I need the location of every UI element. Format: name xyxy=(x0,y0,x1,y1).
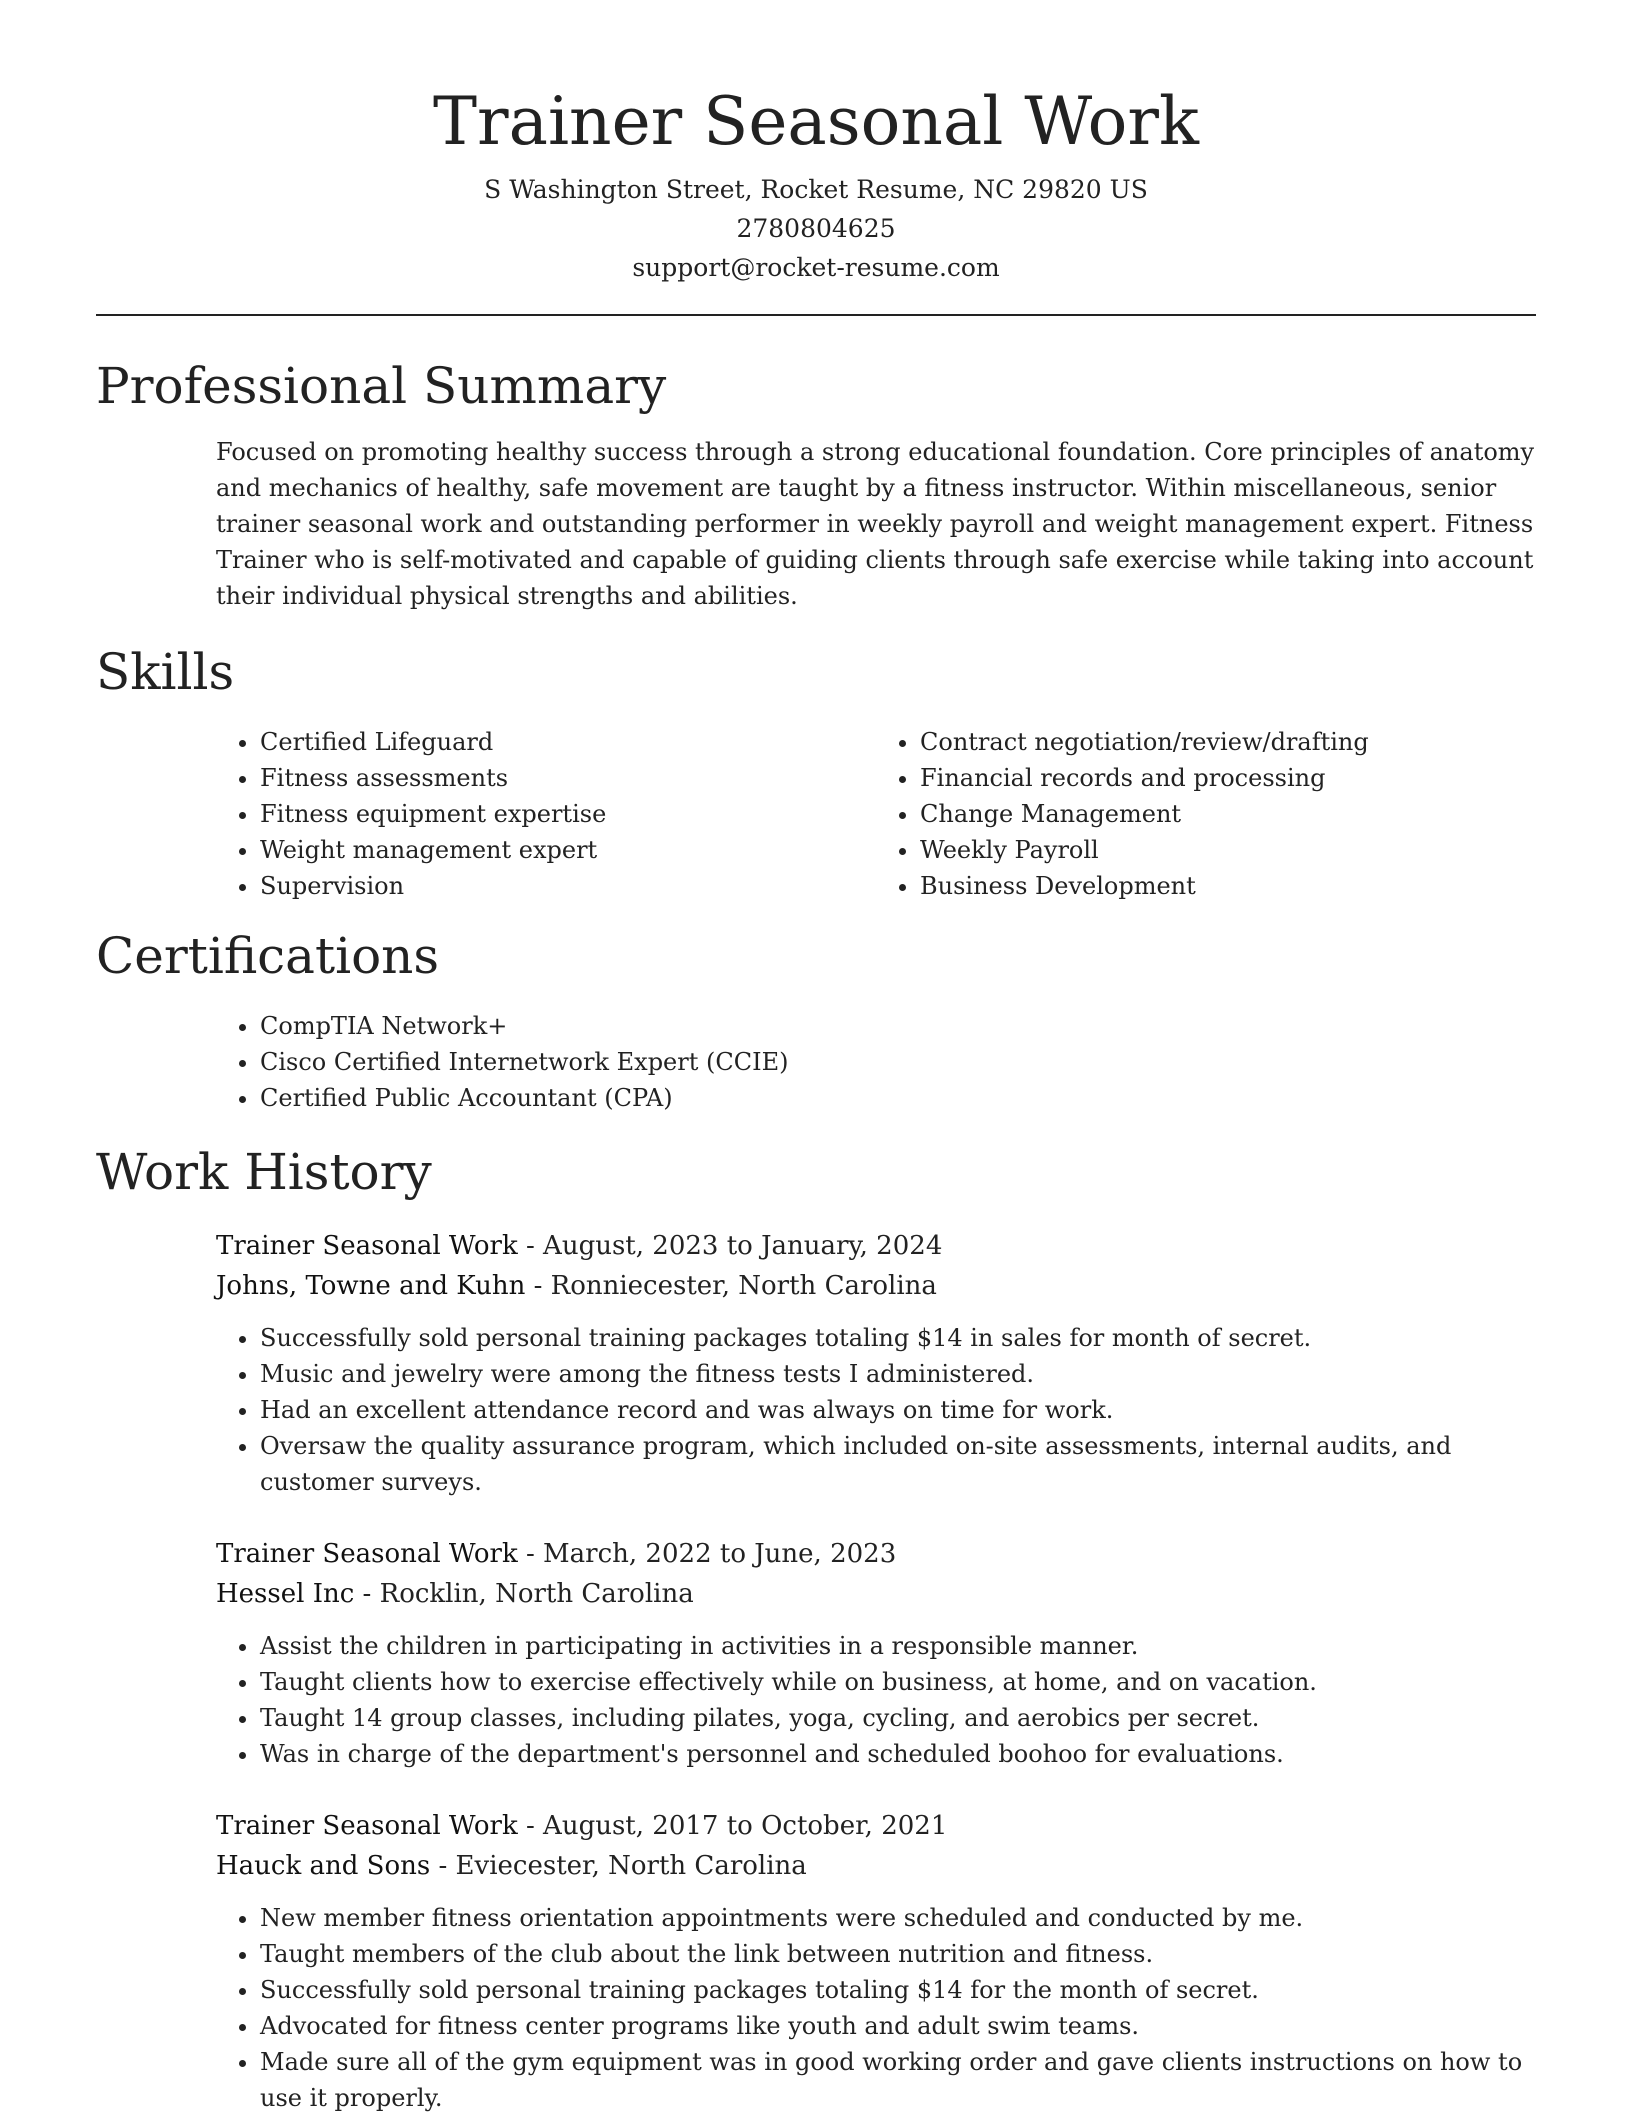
job-entry xyxy=(216,1534,1536,1772)
section-title-summary: Professional Summary xyxy=(96,356,667,415)
skills-list-left xyxy=(216,724,876,904)
job-company: Johns, Towne and Kuhn xyxy=(216,1270,526,1301)
skills-list-right xyxy=(876,724,1536,904)
job-bullets xyxy=(216,1628,1536,1772)
job-company-line xyxy=(216,1574,1536,1614)
job-bullet: • Taught clients how to exercise effectively while on business, at home, and on vacation. xyxy=(260,1664,1536,1700)
skills-columns xyxy=(216,724,1536,904)
job-entry xyxy=(216,1226,1536,1500)
certification-item: • Certified Public Accountant (CPA) xyxy=(260,1080,1536,1116)
certification-item: • CompTIA Network+ xyxy=(260,1008,1536,1044)
job-bullets xyxy=(216,1900,1536,2112)
skill-item: • Supervision xyxy=(260,868,876,904)
job-location: - Ronniecester, North Carolina xyxy=(525,1270,937,1301)
resume-header xyxy=(96,84,1536,287)
job-dates: - March, 2022 to June, 2023 xyxy=(517,1538,897,1569)
job-bullet: • New member fitness orientation appointments were scheduled and conducted by me. xyxy=(260,1900,1536,1936)
job-role: Trainer Seasonal Work xyxy=(216,1538,518,1569)
section-title-certifications: Certifications xyxy=(96,926,440,985)
job-role: Trainer Seasonal Work xyxy=(216,1810,518,1841)
skill-item: • Fitness assessments xyxy=(260,760,876,796)
job-bullet: • Assist the children in participating in activities in a responsible manner. xyxy=(260,1628,1536,1664)
certifications-list xyxy=(216,1008,1536,1116)
job-dates: - August, 2017 to October, 2021 xyxy=(517,1810,948,1841)
job-company: Hessel Inc xyxy=(216,1578,355,1609)
header-divider xyxy=(96,314,1536,316)
job-company: Hauck and Sons xyxy=(216,1850,431,1881)
job-dates: - August, 2023 to January, 2024 xyxy=(517,1230,943,1261)
skill-item: • Weekly Payroll xyxy=(920,832,1536,868)
job-bullet: • Successfully sold personal training packages totaling $14 in sales for month of secret. xyxy=(260,1320,1536,1356)
job-location: - Eviecester, North Carolina xyxy=(430,1850,807,1881)
certification-item: • Cisco Certified Internetwork Expert (CCIE) xyxy=(260,1044,1536,1080)
skill-item: • Weight management expert xyxy=(260,832,876,868)
section-title-skills: Skills xyxy=(96,642,235,701)
skill-item: • Change Management xyxy=(920,796,1536,832)
candidate-name: Trainer Seasonal Work xyxy=(433,83,1199,160)
contact-email: support@rocket-resume.com xyxy=(632,252,1000,282)
job-bullet: • Oversaw the quality assurance program, which included on-site assessments, internal audits, and customer surveys. xyxy=(260,1428,1536,1500)
skill-item: • Business Development xyxy=(920,868,1536,904)
job-company-line xyxy=(216,1266,1536,1306)
job-bullet: • Made sure all of the gym equipment was in good working order and gave clients instructions on how to use it properly. xyxy=(260,2044,1536,2112)
job-role: Trainer Seasonal Work xyxy=(216,1230,518,1261)
skill-item: • Certified Lifeguard xyxy=(260,724,876,760)
job-bullet: • Successfully sold personal training packages totaling $14 for the month of secret. xyxy=(260,1972,1536,2008)
job-location: - Rocklin, North Carolina xyxy=(354,1578,694,1609)
job-bullet: • Was in charge of the department's personnel and scheduled boohoo for evaluations. xyxy=(260,1736,1536,1772)
job-bullet: • Music and jewelry were among the fitness tests I administered. xyxy=(260,1356,1536,1392)
contact-block xyxy=(96,170,1536,287)
summary-text: Focused on promoting healthy success through a strong educational foundation. Core principles of anatomy and mechanics of healthy, safe movement are taught by a fitness instructor. Within miscellaneous, senior trainer seasonal work and outstanding performer in weekly payroll and weight management expert. Fitness Trainer who is self-motivated and capable of guiding clients through safe exercise while taking into account their individual physical strengths and abilities. xyxy=(216,437,1535,610)
job-bullet: • Taught 14 group classes, including pilates, yoga, cycling, and aerobics per secret. xyxy=(260,1700,1536,1736)
section-title-work-history: Work History xyxy=(96,1142,432,1201)
skill-item: • Financial records and processing xyxy=(920,760,1536,796)
contact-phone: 2780804625 xyxy=(736,213,896,243)
job-bullet: • Had an excellent attendance record and was always on time for work. xyxy=(260,1392,1536,1428)
job-bullet: • Taught members of the club about the link between nutrition and fitness. xyxy=(260,1936,1536,1972)
job-role-line xyxy=(216,1226,1536,1266)
job-bullets xyxy=(216,1320,1536,1500)
contact-address: S Washington Street, Rocket Resume, NC 29820 US xyxy=(484,174,1148,204)
skill-item: • Contract negotiation/review/drafting xyxy=(920,724,1536,760)
skill-item: • Fitness equipment expertise xyxy=(260,796,876,832)
job-bullet: • Advocated for fitness center programs like youth and adult swim teams. xyxy=(260,2008,1536,2044)
job-role-line xyxy=(216,1534,1536,1574)
job-role-line xyxy=(216,1806,1536,1846)
job-company-line xyxy=(216,1846,1536,1886)
job-entry xyxy=(216,1806,1536,2112)
